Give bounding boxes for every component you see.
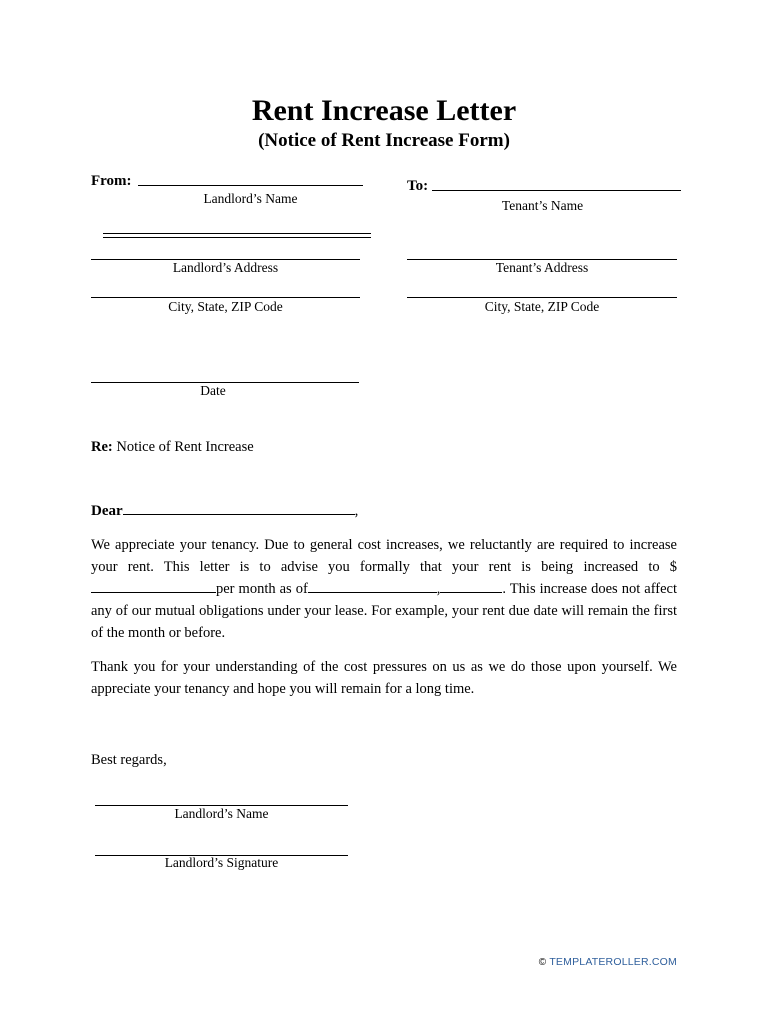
paragraph-1-mid: per month as of bbox=[216, 581, 308, 597]
landlord-extra-line-1 bbox=[103, 233, 371, 234]
copyright-icon: © bbox=[538, 957, 547, 968]
greeting bbox=[91, 500, 358, 520]
paragraph-2: Thank you for your understanding of the cost pressures on us as we do those upon yourself. We appreciate your tenancy and hope you will remain for a long time. bbox=[91, 659, 677, 697]
to-label: To: bbox=[407, 178, 429, 194]
landlord-name-caption: Landlord’s Name bbox=[203, 191, 298, 206]
greeting-punctuation: , bbox=[354, 503, 359, 519]
tenant-name-line[interactable] bbox=[432, 190, 681, 191]
signature-caption: Landlord’s Signature bbox=[164, 855, 279, 870]
tenant-name-caption: Tenant’s Name bbox=[501, 198, 584, 213]
effective-date-blank[interactable] bbox=[308, 578, 437, 593]
effective-year-blank[interactable] bbox=[440, 578, 502, 593]
from-label: From: bbox=[91, 173, 132, 189]
rent-amount-blank[interactable] bbox=[91, 578, 216, 593]
document-subtitle: (Notice of Rent Increase Form) bbox=[258, 130, 510, 151]
re-line bbox=[91, 436, 254, 458]
recipient-name-blank[interactable] bbox=[123, 500, 355, 515]
tenant-address-caption: Tenant’s Address bbox=[495, 260, 589, 275]
document-title: Rent Increase Letter bbox=[251, 94, 517, 127]
date-caption: Date bbox=[200, 383, 226, 398]
paragraph-1 bbox=[91, 534, 677, 644]
closing-name-caption: Landlord’s Name bbox=[174, 806, 269, 821]
tenant-city-line[interactable] bbox=[407, 297, 677, 298]
tenant-city-caption: City, State, ZIP Code bbox=[484, 299, 600, 314]
landlord-address-caption: Landlord’s Address bbox=[172, 260, 279, 275]
landlord-extra-line-2 bbox=[103, 237, 371, 238]
paragraph-1-comma: , bbox=[436, 581, 441, 597]
closing-text: Best regards, bbox=[91, 752, 167, 768]
re-text: Notice of Rent Increase bbox=[116, 439, 254, 455]
paragraph-1-end: . This increase does not affect any of our mutual obligations under your lease. For example, your rent due date will remain the first of the month or before. bbox=[91, 581, 677, 641]
footer-brand-text: TEMPLATEROLLER.COM bbox=[549, 956, 677, 968]
paragraph-1-start: We appreciate your tenancy. Due to general cost increases, we reluctantly are required to increase your rent. This letter is to advise you formally that your rent is being increased to $ bbox=[91, 537, 677, 575]
landlord-city-caption: City, State, ZIP Code bbox=[168, 299, 283, 314]
footer-brand[interactable] bbox=[539, 956, 677, 968]
landlord-city-line[interactable] bbox=[91, 297, 360, 298]
re-label: Re: bbox=[91, 439, 113, 455]
landlord-name-line[interactable] bbox=[138, 185, 363, 186]
greeting-label: Dear bbox=[91, 503, 123, 519]
